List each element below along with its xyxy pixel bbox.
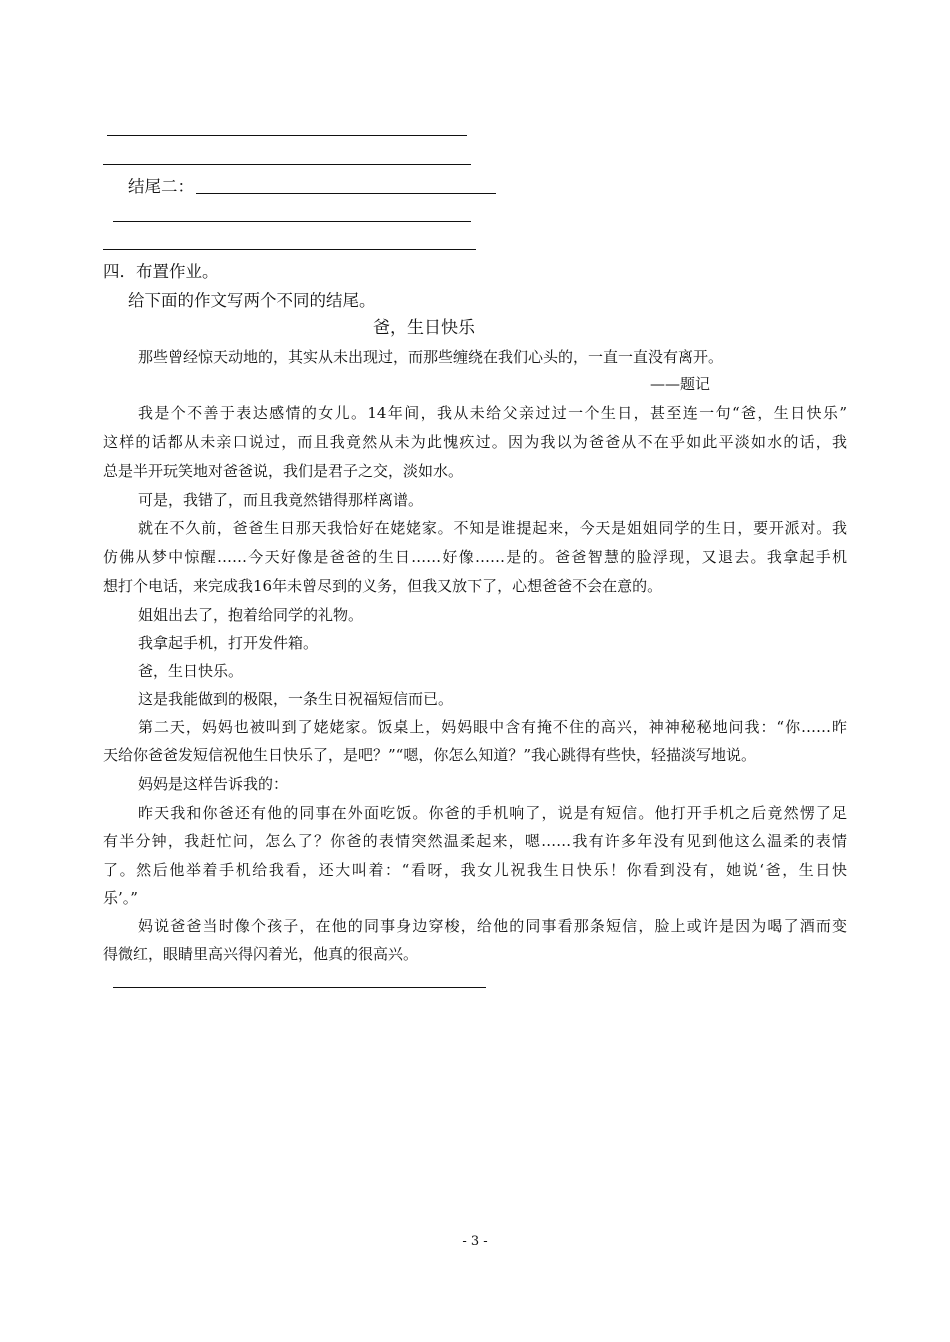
section-heading: 四．布置作业。: [103, 262, 219, 281]
answer-line: [103, 249, 476, 250]
essay-line: 仿佛从梦中惊醒……今天好像是爸爸的生日……好像……是的。爸爸智慧的脸浮现，又退去。我拿起手机: [103, 548, 847, 566]
answer-line: [103, 164, 471, 165]
essay-line: 就在不久前，爸爸生日那天我恰好在姥姥家。不知是谁提起来，今天是姐姐同学的生日，要开派对。我: [138, 519, 847, 537]
epigraph-signature: ——题记: [650, 375, 711, 393]
essay-line: 妈妈是这样告诉我的：: [138, 775, 289, 793]
essay-title: 爸，生日快乐: [373, 318, 475, 338]
essay-line: 我是个不善于表达感情的女儿。14年间，我从未给父亲过过一个生日，甚至连一句“爸，生日快乐”: [138, 404, 847, 422]
epigraph: 那些曾经惊天动地的，其实从未出现过，而那些缠绕在我们心头的，一直一直没有离开。: [138, 348, 724, 366]
essay-line: 天给你爸爸发短信祝他生日快乐了，是吧？”“嗯，你怎么知道？”我心跳得有些快，轻描淡写地说。: [103, 746, 757, 764]
answer-line: [113, 221, 471, 222]
answer-line: [107, 135, 467, 136]
essay-line: 有半分钟，我赶忙问，怎么了？你爸的表情突然温柔起来，嗯……我有许多年没有见到他这么温柔的表情: [103, 832, 847, 850]
essay-line: 得微红，眼睛里高兴得闪着光，他真的很高兴。: [103, 945, 419, 963]
essay-line: 这样的话都从未亲口说过，而且我竟然从未为此愧疚过。因为我以为爸爸从不在乎如此平淡如水的话，我: [103, 433, 847, 451]
answer-line: [113, 987, 486, 988]
section-instruction: 给下面的作文写两个不同的结尾。: [128, 291, 376, 310]
essay-line: 爸，生日快乐。: [138, 662, 244, 680]
essay-line: 这是我能做到的极限，一条生日祝福短信而已。: [138, 690, 454, 708]
essay-line: 了。然后他举着手机给我看，还大叫着：“看呀，我女儿祝我生日快乐！你看到没有，她说‘爸，生日快: [103, 861, 847, 879]
essay-line: 想打个电话，来完成我16年未曾尽到的义务，但我又放下了，心想爸爸不会在意的。: [103, 577, 663, 595]
essay-line: 第二天，妈妈也被叫到了姥姥家。饭桌上，妈妈眼中含有掩不住的高兴，神神秘秘地问我：“你……昨: [138, 718, 847, 736]
page-number: - 3 -: [462, 1234, 488, 1249]
ending2-row: [128, 177, 496, 197]
ending2-blank: [196, 177, 496, 194]
essay-line: 姐姐出去了，抱着给同学的礼物。: [138, 606, 364, 624]
ending2-label: 结尾二：: [128, 177, 194, 196]
essay-line: 可是，我错了，而且我竟然错得那样离谱。: [138, 491, 424, 509]
essay-line: 总是半开玩笑地对爸爸说，我们是君子之交，淡如水。: [103, 462, 464, 480]
essay-line: 乐’。”: [103, 889, 138, 907]
essay-line: 妈说爸爸当时像个孩子，在他的同事身边穿梭，给他的同事看那条短信，脸上或许是因为喝了酒而变: [138, 917, 847, 935]
essay-line: 昨天我和你爸还有他的同事在外面吃饭。你爸的手机响了，说是有短信。他打开手机之后竟然愣了足: [138, 804, 847, 822]
essay-line: 我拿起手机，打开发件箱。: [138, 634, 319, 652]
